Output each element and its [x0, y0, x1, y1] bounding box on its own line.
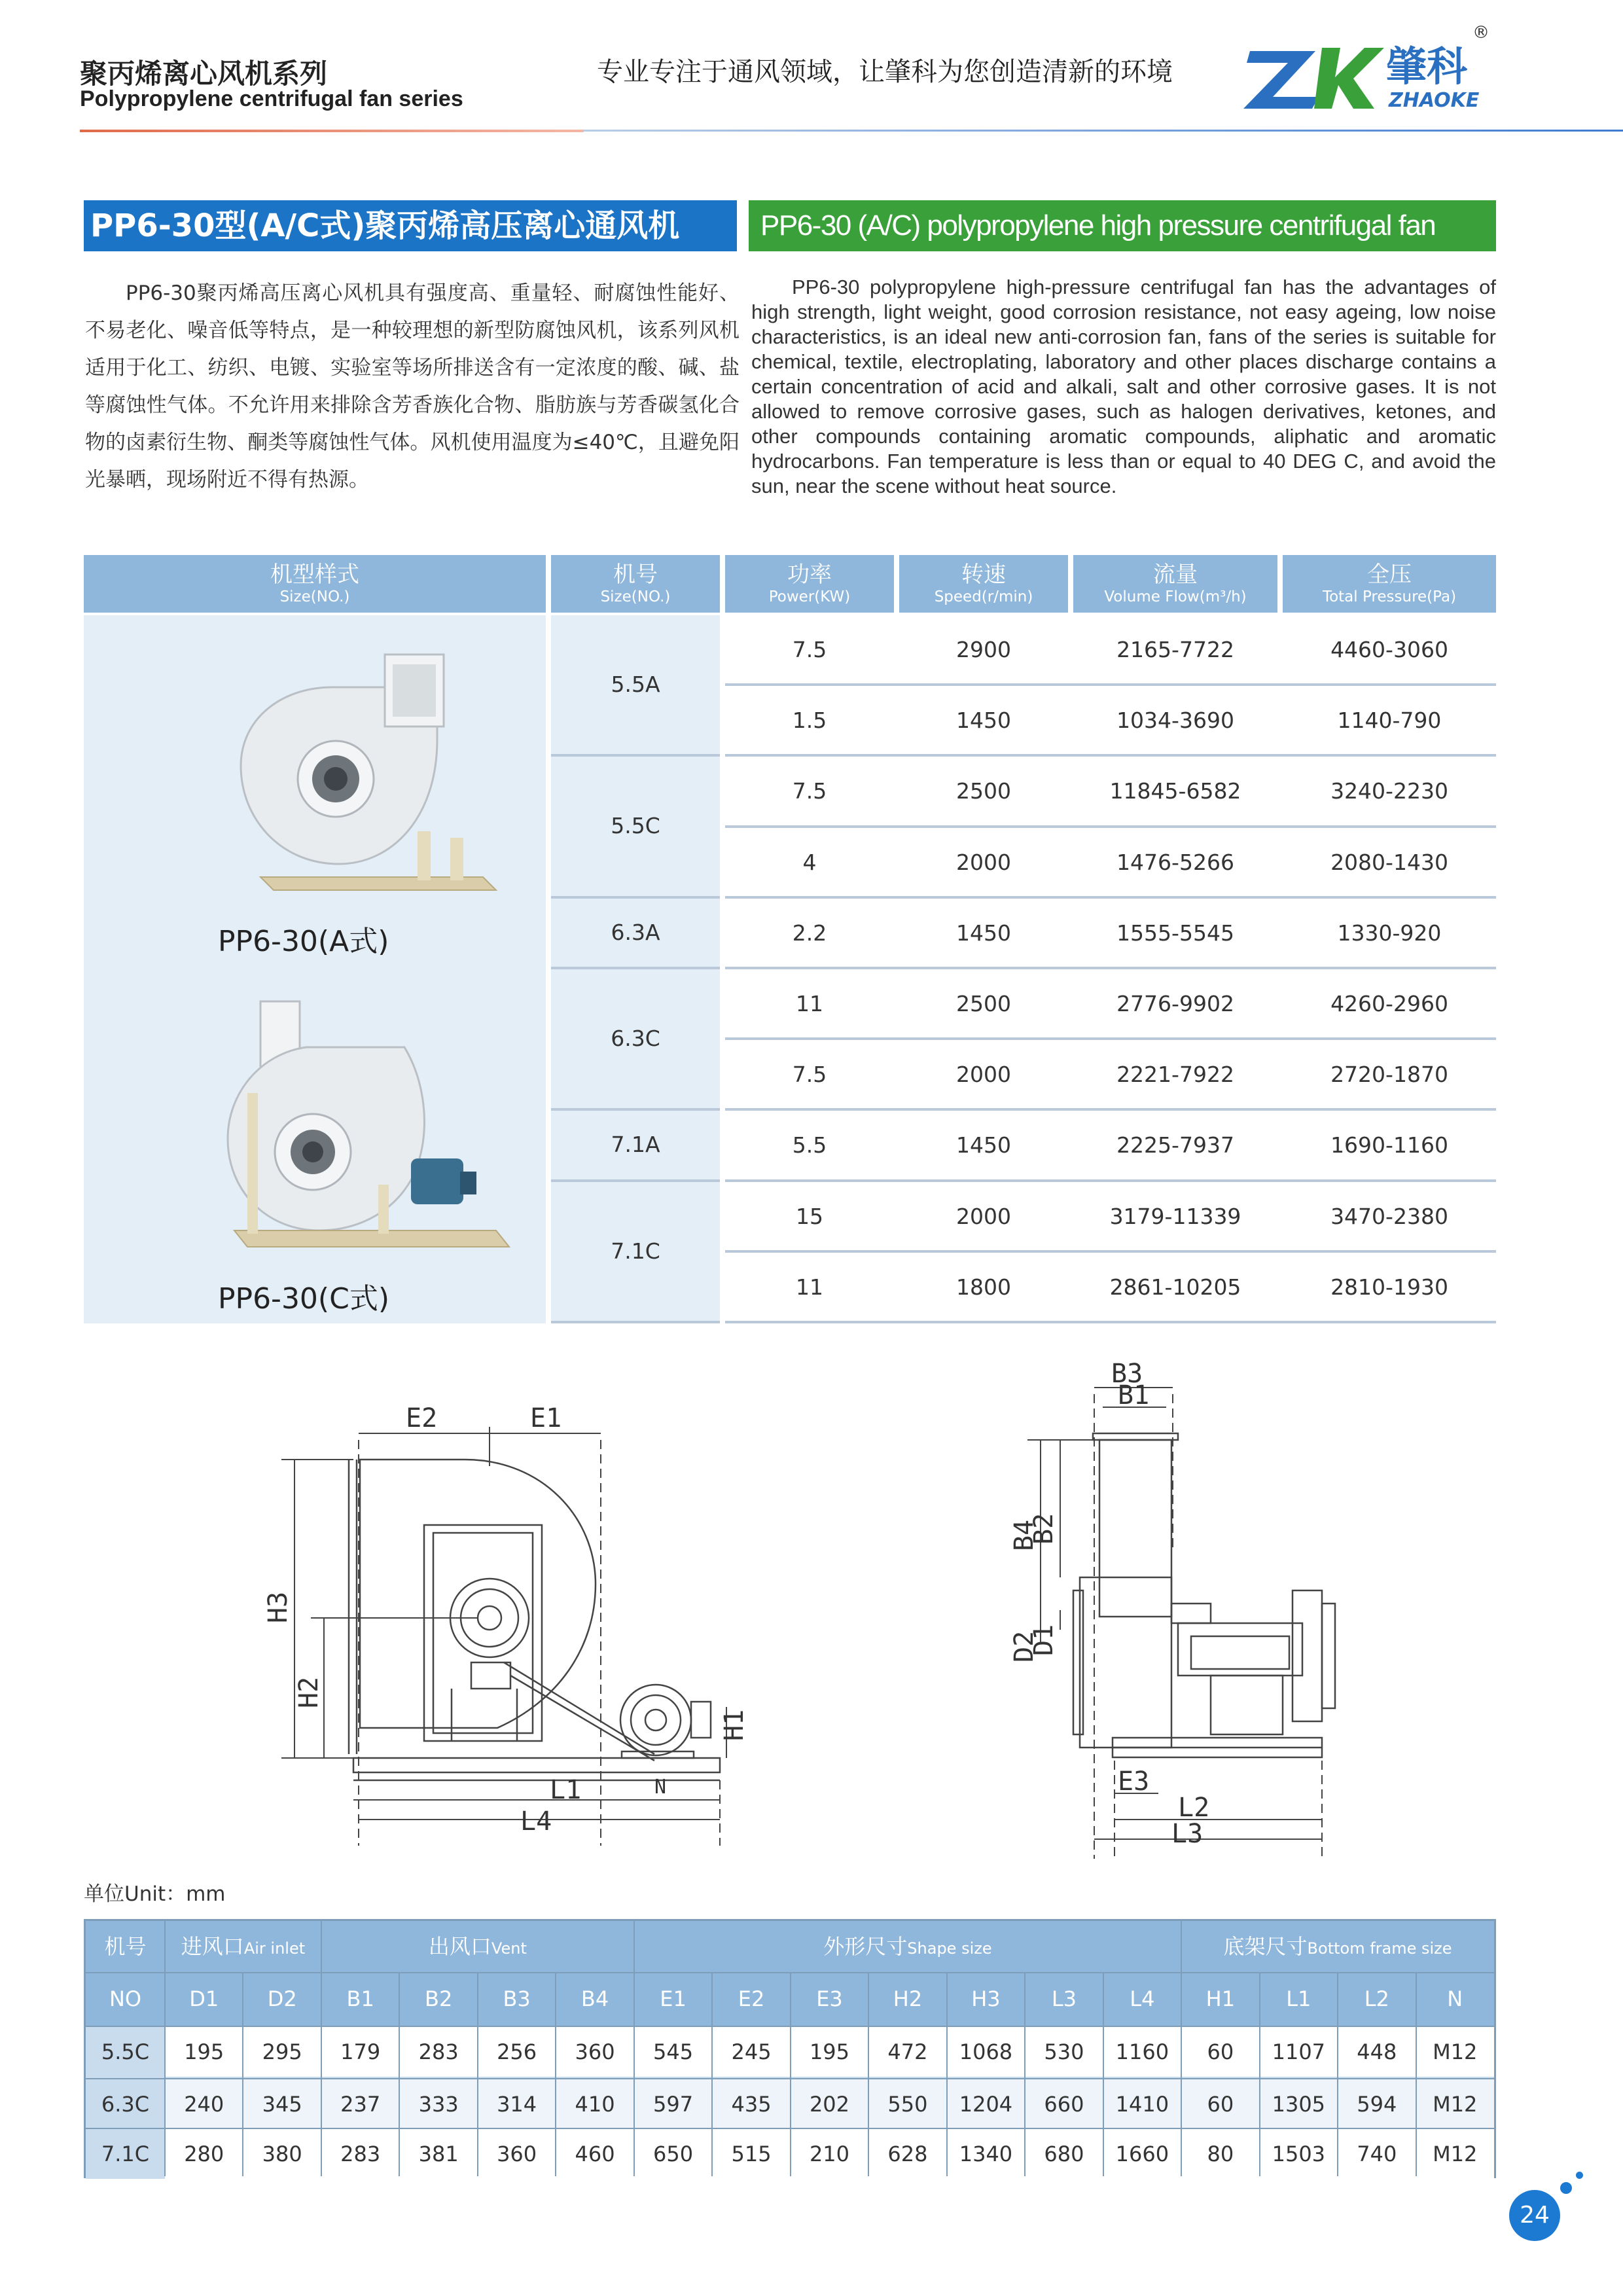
dim-cell: 1068	[947, 2027, 1025, 2077]
title-cn: PP6-30型(A/C式)聚丙烯高压离心通风机	[84, 200, 737, 251]
spec-cell: 7.5	[792, 637, 827, 662]
dim-cell: 240	[165, 2079, 243, 2129]
dim-col-rule	[164, 1921, 166, 2176]
dim-col-rule	[711, 1973, 713, 2176]
spec-cell: 2000	[956, 849, 1011, 875]
dim-col-header: L2	[1364, 1986, 1389, 2011]
title-en: PP6-30 (A/C) polypropylene high pressure centrifugal fan	[749, 200, 1496, 251]
dim-cell: 381	[399, 2129, 477, 2179]
dim-col-rule	[242, 1973, 243, 2176]
dim-col-header: D2	[267, 1986, 297, 2011]
dim-cell: 530	[1025, 2027, 1103, 2077]
spec-cell: 2000	[956, 1062, 1011, 1088]
spec-cell: 2165-7722	[1116, 637, 1234, 662]
spec-cell: 1.5	[792, 708, 827, 734]
side-view-drawing	[995, 1355, 1361, 1859]
slogan: 专业专注于通风领域，让肇科为您创造清新的环境	[597, 57, 1173, 87]
dim-cell: 345	[243, 2079, 321, 2129]
fan-a-label: PP6-30(A式)	[218, 925, 389, 958]
label-l1: L1	[550, 1775, 582, 1805]
dim-group-header: 进风口Air inlet	[181, 1934, 306, 1959]
dim-cell: 360	[478, 2129, 556, 2179]
spec-cell: 2500	[956, 778, 1011, 804]
fan-c-label: PP6-30(C式)	[218, 1282, 389, 1316]
dim-cell: 256	[478, 2027, 556, 2077]
unit-note: 单位Unit：mm	[84, 1882, 226, 1906]
dim-group-header: 机号	[104, 1934, 147, 1959]
dim-col-header: D1	[189, 1986, 219, 2011]
dim-cell: 245	[712, 2027, 790, 2077]
spec-cell: 4	[802, 849, 817, 875]
dim-cell: 515	[712, 2129, 790, 2179]
dim-cell: 60	[1181, 2027, 1259, 2077]
dim-cell: 1204	[947, 2079, 1025, 2129]
fan-c-image	[208, 995, 522, 1270]
spec-cell: 1450	[956, 920, 1011, 946]
spec-size-no: 6.3A	[551, 899, 720, 967]
spec-cell: 1450	[956, 1132, 1011, 1158]
decor-dot	[1560, 2182, 1572, 2194]
spec-cell: 1330-920	[1337, 920, 1442, 946]
spec-cell: 11	[796, 991, 823, 1016]
dim-cell: 628	[868, 2129, 946, 2179]
spec-cell: 2861-10205	[1109, 1274, 1241, 1300]
spec-cell: 4260-2960	[1330, 991, 1448, 1016]
label-b1: B1	[1118, 1380, 1150, 1410]
dim-cell: 460	[556, 2129, 633, 2179]
spec-head-speed: 转速 Speed(r/min)	[899, 555, 1068, 613]
spec-size-no: 7.1A	[551, 1111, 720, 1179]
dim-cell: 650	[634, 2129, 712, 2179]
dim-cell: 1160	[1103, 2027, 1181, 2077]
dim-col-rule	[868, 1973, 869, 2176]
label-d2: D2	[1009, 1630, 1039, 1662]
label-h2: H2	[294, 1676, 324, 1708]
dim-cell: M12	[1416, 2027, 1494, 2077]
label-b3: B3	[1111, 1359, 1143, 1389]
label-d1: D1	[1029, 1624, 1059, 1656]
dim-cell: 410	[556, 2079, 633, 2129]
dim-group-header: 底架尺寸Bottom frame size	[1223, 1934, 1452, 1959]
dim-col-rule	[555, 1973, 556, 2176]
header-rule-red	[80, 130, 584, 132]
spec-size-no: 5.5A	[551, 615, 720, 754]
dim-cell: 283	[399, 2027, 477, 2077]
dim-col-rule	[1337, 1973, 1338, 2176]
spec-head-model: 机型样式 Size(NO.)	[84, 555, 546, 613]
spec-cell: 2900	[956, 637, 1011, 662]
dim-cell: 680	[1025, 2129, 1103, 2179]
dim-col-header: E2	[738, 1986, 765, 2011]
spec-cell: 7.5	[792, 778, 827, 804]
dim-cell: 80	[1181, 2129, 1259, 2179]
dim-col-rule	[1259, 1973, 1260, 2176]
spec-size-no: 6.3C	[551, 969, 720, 1108]
dim-row-rule	[86, 1972, 1494, 1973]
intro-text-en: PP6-30 polypropylene high-pressure centrifugal fan has the advantages of high strength, light weight, good corrosion resistance, not easy ageing, low noise characteristics, is an ideal new anti-corrosion fan, fans of the series is suitable for chemical, textile, electroplating, laboratory and other places discharge contains a certain concentration of acid and alkali, salt and other corrosive gases. It is not allowed to remove corrosive gases, such as halogen derivatives, ketones, and other compounds containing aromatic compounds, aliphatic and aromatic hydrocarbons. Fan temperature is less than or equal to 40 DEG C, and avoid the sun, near the scene without heat source.	[751, 276, 1496, 497]
spec-cell: 2810-1930	[1330, 1274, 1448, 1300]
label-h3: H3	[263, 1591, 293, 1623]
dim-col-header: B4	[580, 1986, 609, 2011]
dim-cell: 550	[868, 2079, 946, 2129]
label-e2: E2	[406, 1403, 438, 1433]
dim-cell: M12	[1416, 2079, 1494, 2129]
spec-cell: 3470-2380	[1330, 1203, 1448, 1229]
spec-cell: 15	[796, 1203, 823, 1229]
intro-text-cn: PP6-30聚丙烯高压离心风机具有强度高、重量轻、耐腐蚀性能好、不易老化、噪音低等特点，是一种较理想的新型防腐蚀风机，该系列风机适用于化工、纺织、电镀、实验室等场所排送含有一定浓度的酸、碱、盐等腐蚀性气体。不允许用来排除含芳香族化合物、脂肪族与芳香碳氢化合物的卤素衍生物、酮类等腐蚀性气体。风机使用温度为≤40℃，且避免阳光暴晒，现场附近不得有热源。	[85, 281, 740, 492]
dim-col-rule	[321, 1921, 322, 2176]
spec-cell: 1800	[956, 1274, 1011, 1300]
dim-cell: 360	[556, 2027, 633, 2077]
spec-cell: 5.5	[792, 1132, 827, 1158]
dim-col-rule	[1181, 1921, 1182, 2176]
spec-cell: 2080-1430	[1330, 849, 1448, 875]
dim-cell: 435	[712, 2079, 790, 2129]
dim-col-rule	[946, 1973, 948, 2176]
spec-cell: 1476-5266	[1116, 849, 1234, 875]
dim-group-header: 出风口Vent	[428, 1934, 527, 1959]
dim-cell: 1107	[1260, 2027, 1338, 2077]
spec-cell: 1555-5545	[1116, 920, 1234, 946]
spec-cell: 2720-1870	[1330, 1062, 1448, 1088]
dim-cell: 5.5C	[86, 2027, 165, 2077]
label-b4: B4	[1009, 1519, 1039, 1551]
front-view-drawing	[255, 1361, 753, 1846]
dim-cell: 6.3C	[86, 2079, 165, 2129]
dim-cell: 740	[1338, 2129, 1416, 2179]
dim-col-header: L4	[1130, 1986, 1155, 2011]
dim-col-header: B3	[503, 1986, 531, 2011]
dim-col-header: NO	[109, 1986, 142, 2011]
dim-cell: 1410	[1103, 2079, 1181, 2129]
spec-size-no: 7.1C	[551, 1182, 720, 1321]
dim-col-rule	[399, 1973, 400, 2176]
dim-col-header: E1	[660, 1986, 687, 2011]
dim-col-rule	[1416, 1973, 1417, 2176]
dim-col-rule	[790, 1973, 791, 2176]
dim-col-header: L1	[1286, 1986, 1311, 2011]
label-l4: L4	[520, 1806, 552, 1837]
dim-cell: 283	[321, 2129, 399, 2179]
spec-cell: 2776-9902	[1116, 991, 1234, 1016]
spec-cell: 11	[796, 1274, 823, 1300]
dim-group-header: 外形尺寸Shape size	[823, 1934, 992, 1959]
dim-cell: 1503	[1260, 2129, 1338, 2179]
dim-col-header: H3	[971, 1986, 1001, 2011]
dim-cell: 1305	[1260, 2079, 1338, 2129]
dim-col-header: H2	[893, 1986, 923, 2011]
spec-cell: 1690-1160	[1330, 1132, 1448, 1158]
dim-row-rule	[86, 2128, 1494, 2129]
dim-cell: 7.1C	[86, 2129, 165, 2179]
dim-cell: 545	[634, 2027, 712, 2077]
spec-cell: 2.2	[792, 920, 827, 946]
page-number: 24	[1509, 2190, 1560, 2241]
spec-head-power: 功率 Power(KW)	[725, 555, 894, 613]
label-h1: H1	[719, 1709, 749, 1741]
label-l2: L2	[1178, 1793, 1210, 1823]
dim-cell: 333	[399, 2079, 477, 2129]
dim-cell: 195	[791, 2027, 868, 2077]
dim-cell: 472	[868, 2027, 946, 2077]
fan-a-image	[221, 641, 522, 916]
dim-row-rule	[86, 2078, 1494, 2079]
dim-cell: 179	[321, 2027, 399, 2077]
zhaoke-logo	[1243, 18, 1492, 117]
dim-col-header: E3	[816, 1986, 843, 2011]
logo-en-text: ZHAOKE	[1389, 89, 1480, 112]
label-e1: E1	[530, 1403, 562, 1433]
decor-dot	[1576, 2172, 1583, 2179]
dim-cell: 1660	[1103, 2129, 1181, 2179]
series-title-en: Polypropylene centrifugal fan series	[80, 86, 463, 111]
spec-cell: 1034-3690	[1116, 708, 1234, 734]
dim-row-rule	[86, 2026, 1494, 2027]
dim-cell: 210	[791, 2129, 868, 2179]
dim-col-rule	[477, 1973, 478, 2176]
spec-cell: 1140-790	[1337, 708, 1442, 734]
dim-col-header: B1	[346, 1986, 374, 2011]
dim-cell: 60	[1181, 2079, 1259, 2129]
label-l3: L3	[1171, 1819, 1204, 1849]
dim-cell: 237	[321, 2079, 399, 2129]
dim-cell: 314	[478, 2079, 556, 2129]
spec-cell: 1450	[956, 708, 1011, 734]
dimension-table	[84, 1919, 1496, 2178]
spec-cell: 2221-7922	[1116, 1062, 1234, 1088]
logo-cn-text: 肇科	[1386, 43, 1468, 90]
spec-cell: 2225-7937	[1116, 1132, 1234, 1158]
spec-size-no: 5.5C	[551, 757, 720, 895]
spec-cell: 3179-11339	[1109, 1203, 1241, 1229]
fan-image-cell	[84, 615, 546, 1323]
spec-cell: 11845-6582	[1109, 778, 1241, 804]
spec-head-pressure: 全压 Total Pressure(Pa)	[1283, 555, 1496, 613]
dim-cell: 1340	[947, 2129, 1025, 2179]
spec-cell: 4460-3060	[1330, 637, 1448, 662]
dim-cell: 195	[165, 2027, 243, 2077]
label-b2: B2	[1029, 1513, 1059, 1545]
dim-cell: 448	[1338, 2027, 1416, 2077]
dim-cell: 202	[791, 2079, 868, 2129]
spec-head-no: 机号 Size(NO.)	[551, 555, 720, 613]
dim-cell: 380	[243, 2129, 321, 2179]
spec-cell: 3240-2230	[1330, 778, 1448, 804]
spec-row-rule	[725, 1321, 1496, 1323]
spec-cell: 2500	[956, 991, 1011, 1016]
spec-head-flow: 流量 Volume Flow(m³/h)	[1073, 555, 1277, 613]
dim-col-header: N	[1447, 1986, 1463, 2011]
dim-col-header: H1	[1205, 1986, 1236, 2011]
dim-cell: 594	[1338, 2079, 1416, 2129]
header-rule-blue	[584, 130, 1623, 132]
dim-cell: 280	[165, 2129, 243, 2179]
dim-cell: 295	[243, 2027, 321, 2077]
registered-mark: ®	[1472, 23, 1489, 43]
dim-col-rule	[1103, 1973, 1104, 2176]
label-n: N	[654, 1776, 667, 1799]
label-e3: E3	[1118, 1767, 1150, 1797]
dim-cell: 660	[1025, 2079, 1103, 2129]
logo-mark-icon	[1243, 48, 1384, 109]
spec-cell: 2000	[956, 1203, 1011, 1229]
dim-cell: 597	[634, 2079, 712, 2129]
dim-col-header: B2	[424, 1986, 453, 2011]
spec-group-rule	[551, 1321, 720, 1323]
series-title-cn: 聚丙烯离心风机系列	[80, 58, 328, 90]
dim-col-rule	[633, 1921, 635, 2176]
dim-col-rule	[1024, 1973, 1026, 2176]
dim-cell: M12	[1416, 2129, 1494, 2179]
dim-col-header: L3	[1051, 1986, 1077, 2011]
spec-cell: 7.5	[792, 1062, 827, 1088]
